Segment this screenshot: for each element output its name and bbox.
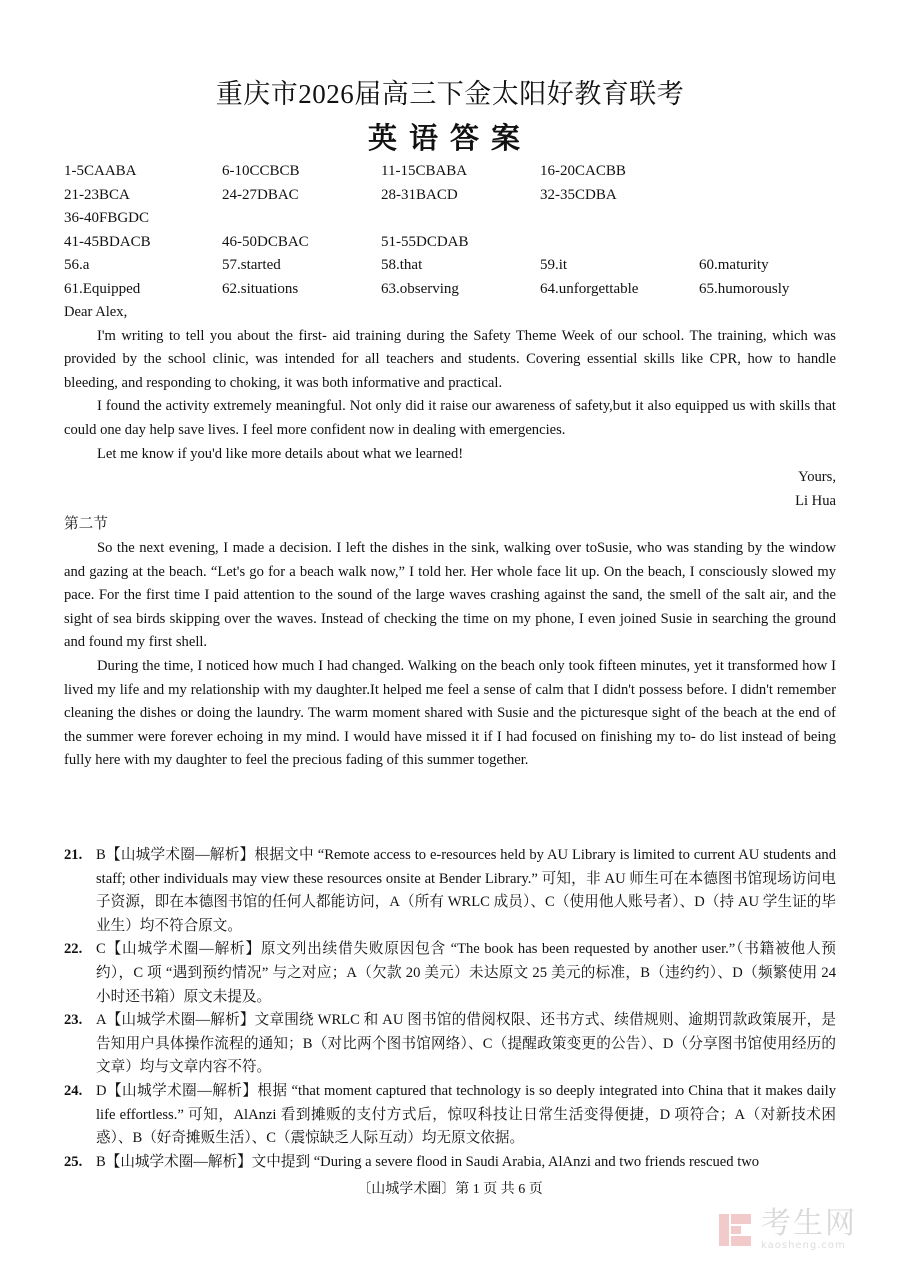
continuation-paragraph: So the next evening, I made a decision. I left the dishes in the sink, walking over toSusie, who was standing by the window and gazing at the beach. “Let's go for a beach walk now,” I told her. Her whole face lit up. On the beach, I consciously slowed my pace. For the first time I paid attention to the sound of the large waves crashing against the sand, the smell of the salt air, and the sight of sea birds skipping over the waves. Instead of checking the time on my phone, I even joined Susie in searching the ground and found my first shell. — [64, 539, 836, 651]
answer-row — [64, 184, 844, 208]
explanation-text: C【山城学术圈—解析】原文列出续借失败原因包含 “The book has been requested by another user.”（书籍被他人预约），C 项 “遇到预约情况” 与之对应；A（欠款 20 美元）未达原文 25 美元的标准，B（违约约）、D（频繁使用 24 小时还书箱）原文未提及。 — [96, 941, 836, 1005]
answer-cell: 51-55DCDAB — [381, 233, 469, 250]
answer-cell: 11-15CBABA — [381, 163, 468, 179]
explanation-item — [64, 1080, 836, 1151]
explanation-text: D【山城学术圈—解析】根据 “that moment captured that technology is so deeply integrated into China that it makes daily life effortless.” 可知，AlAnzi 看到摊贩的支付方式后，惊叹科技让日常生活变得便捷，D 项符合；A（对新技术困惑）、B（好奇摊贩生活）、C（震惊缺乏人际互动）均无原文依据。 — [96, 1082, 836, 1147]
answer-row — [64, 207, 844, 231]
watermark-logo-icon — [715, 1210, 755, 1250]
answer-cell: 36-40FBGDC — [64, 210, 150, 227]
answer-row — [64, 254, 844, 278]
answer-cell: 60.maturity — [699, 257, 769, 274]
answer-cell: 58.that — [381, 257, 423, 274]
answer-cell: 57.started — [222, 257, 281, 274]
answer-cell: 59.it — [540, 257, 568, 274]
watermark-en: kaosheng.com — [761, 1240, 846, 1251]
answer-cell: 1-5CAABA — [64, 163, 137, 179]
answer-cell: 41-45BDACB — [64, 233, 151, 250]
section-heading: 第二节 — [64, 516, 108, 533]
explanation-item — [64, 844, 836, 938]
letter-paragraph: I found the activity extremely meaningful. Not only did it raise our awareness of safety,but it also equipped us with skills that could one day help save lives. I feel more confident now in dealing with emergencies. — [64, 398, 836, 438]
answer-cell: 32-35CDBA — [540, 186, 617, 203]
answer-cell: 65.humorously — [699, 280, 790, 297]
letter-paragraph: I'm writing to tell you about the first- aid training during the Safety Theme Week of our school. The training, which was provided by the school clinic, was intended for all teachers and students. Covering essential skills like CPR, how to handle bleeding, and responding to choking, it was both informative and practical. — [64, 327, 836, 391]
explanation-item — [64, 1009, 836, 1080]
explanations — [64, 844, 836, 1174]
answer-cell: 62.situations — [222, 280, 299, 297]
watermark — [715, 1200, 895, 1260]
letter-paragraph: Let me know if you'd like more details about what we learned! — [97, 445, 464, 462]
answer-cell: 63.observing — [381, 280, 459, 297]
answer-row — [64, 278, 844, 302]
continuation-paragraph: During the time, I noticed how much I had changed. Walking on the beach only took fifteen minutes, yet it transformed how I lived my life and my relationship with my daughter.It helped me feel a sense of calm that I didn't possess before. I didn't remember cleaning the dishes or doing the laundry. The warm moment shared with Susie and the picturesque sight of the beach at the end of the summer were forever echoing in my mind. I would have missed it if I had focused on finishing my to- do list instead of being fully here with my daughter to feel the precious fading of this summer together. — [64, 657, 836, 769]
letter-closing: Yours, — [798, 469, 836, 486]
question-number: 22. — [64, 941, 83, 958]
answer-cell: 64.unforgettable — [540, 280, 639, 297]
page-footer: 〔山城学术圈〕第 1 页 共 6 页 — [357, 1182, 543, 1197]
question-number: 23. — [64, 1012, 83, 1029]
answer-row — [64, 160, 844, 184]
answer-cell: 46-50DCBAC — [222, 233, 309, 250]
question-number: 21. — [64, 847, 83, 863]
explanation-text: B【山城学术圈—解析】文中提到 “During a severe flood in Saudi Arabia, AlAnzi and two friends rescued two — [96, 1153, 760, 1170]
question-number: 24. — [64, 1082, 83, 1099]
letter-greeting: Dear Alex, — [64, 304, 128, 320]
explanation-item — [64, 938, 836, 1009]
answer-cell: 21-23BCA — [64, 186, 130, 203]
explanation-text: A【山城学术圈—解析】文章围绕 WRLC 和 AU 图书馆的借阅权限、还书方式、续借规则、逾期罚款政策展开，是告知用户具体操作流程的通知；B（对比两个图书馆网络）、C（提醒政策变更的公告）、D（分享图书馆使用经历的文章）均与文章内容不符。 — [96, 1012, 836, 1076]
answer-row — [64, 231, 844, 255]
watermark-cn: 考生网 — [761, 1206, 857, 1241]
page-subtitle: 英语答案 — [367, 123, 532, 155]
question-number: 25. — [64, 1153, 83, 1170]
answer-cell: 56.a — [64, 257, 90, 274]
explanation-text: B【山城学术圈—解析】根据文中 “Remote access to e-resources held by AU Library is limited to current AU students and staff; other individuals may view these resources onsite at Bender Library.” 可知，非 AU 师生可在本德图书馆现场访问电子资源，即在本德图书馆的任何人都能访问，A（所有 WRLC 成员）、C（使用他人账号者）、D（持 AU 学生证的毕业生）均不符合原文。 — [96, 847, 836, 934]
letter-signature: Li Hua — [795, 492, 836, 509]
answer-key — [64, 160, 844, 302]
watermark-text — [761, 1208, 857, 1252]
page-title: 重庆市2026届高三下金太阳好教育联考 — [215, 79, 685, 109]
answer-cell: 61.Equipped — [64, 280, 141, 297]
explanation-item — [64, 1151, 836, 1175]
answer-cell: 24-27DBAC — [222, 186, 299, 203]
answer-cell: 28-31BACD — [381, 186, 458, 203]
answer-cell: 6-10CCBCB — [222, 163, 300, 179]
writing-section — [64, 301, 836, 773]
answer-cell: 16-20CACBB — [540, 163, 626, 179]
